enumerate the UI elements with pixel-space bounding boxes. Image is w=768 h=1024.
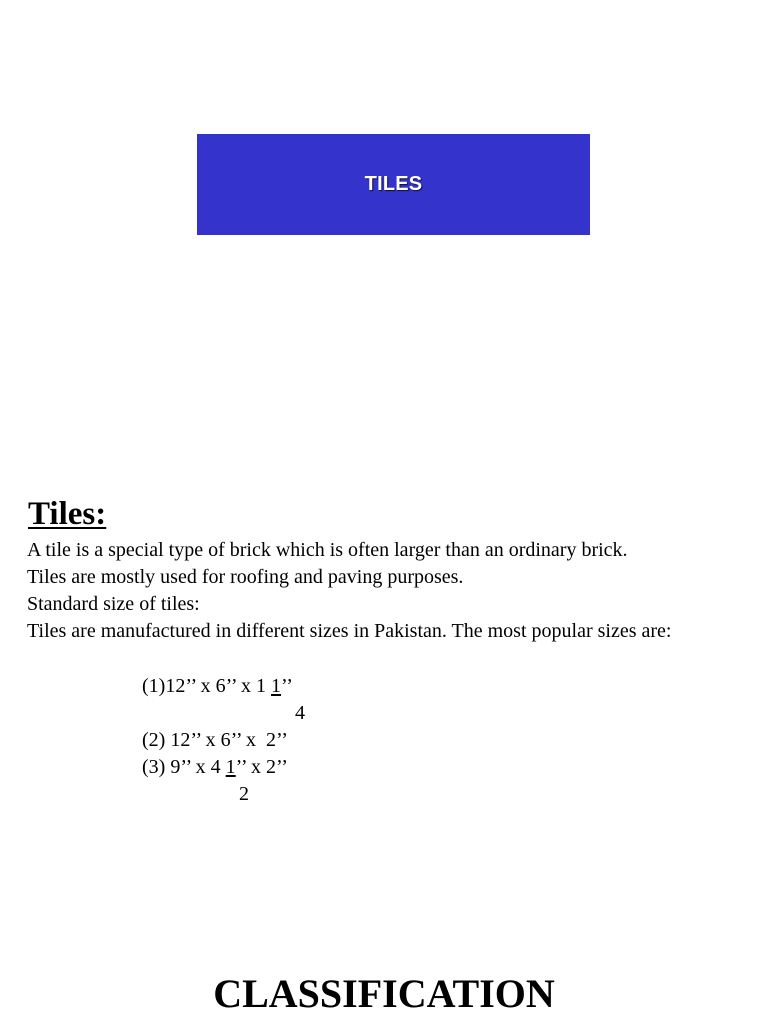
size-item-1 — [142, 673, 293, 700]
size-item-3-fraction-denominator: 2 — [239, 783, 249, 805]
size-item-3-suffix: ’’ x 2’’ — [235, 756, 288, 778]
classification-heading: CLASSIFICATION — [213, 971, 555, 1016]
banner-title: TILES — [364, 173, 423, 195]
paragraph-definition: A tile is a special type of brick which is often larger than an ordinary brick. — [27, 539, 628, 561]
paragraph-usage: Tiles are mostly used for roofing and paving purposes. — [27, 566, 464, 588]
paragraph-manufacture: Tiles are manufactured in different sizes in Pakistan. The most popular sizes are: — [27, 620, 672, 642]
paragraph-standard-size: Standard size of tiles: — [27, 593, 200, 615]
size-item-2: (2) 12’’ x 6’’ x 2’’ — [142, 729, 288, 751]
size-item-1-fraction-denominator: 4 — [295, 702, 305, 724]
size-item-1-fraction-numerator: 1 — [271, 675, 282, 697]
size-item-1-suffix: ’’ — [281, 675, 293, 697]
size-item-3 — [142, 754, 288, 781]
title-banner — [197, 134, 590, 235]
size-item-1-prefix: (1)12’’ x 6’’ x 1 — [142, 675, 272, 697]
section-body — [27, 537, 747, 645]
size-item-3-fraction-numerator: 1 — [225, 756, 236, 778]
size-item-3-prefix: (3) 9’’ x 4 — [142, 756, 226, 778]
section-heading: Tiles: — [28, 496, 107, 532]
